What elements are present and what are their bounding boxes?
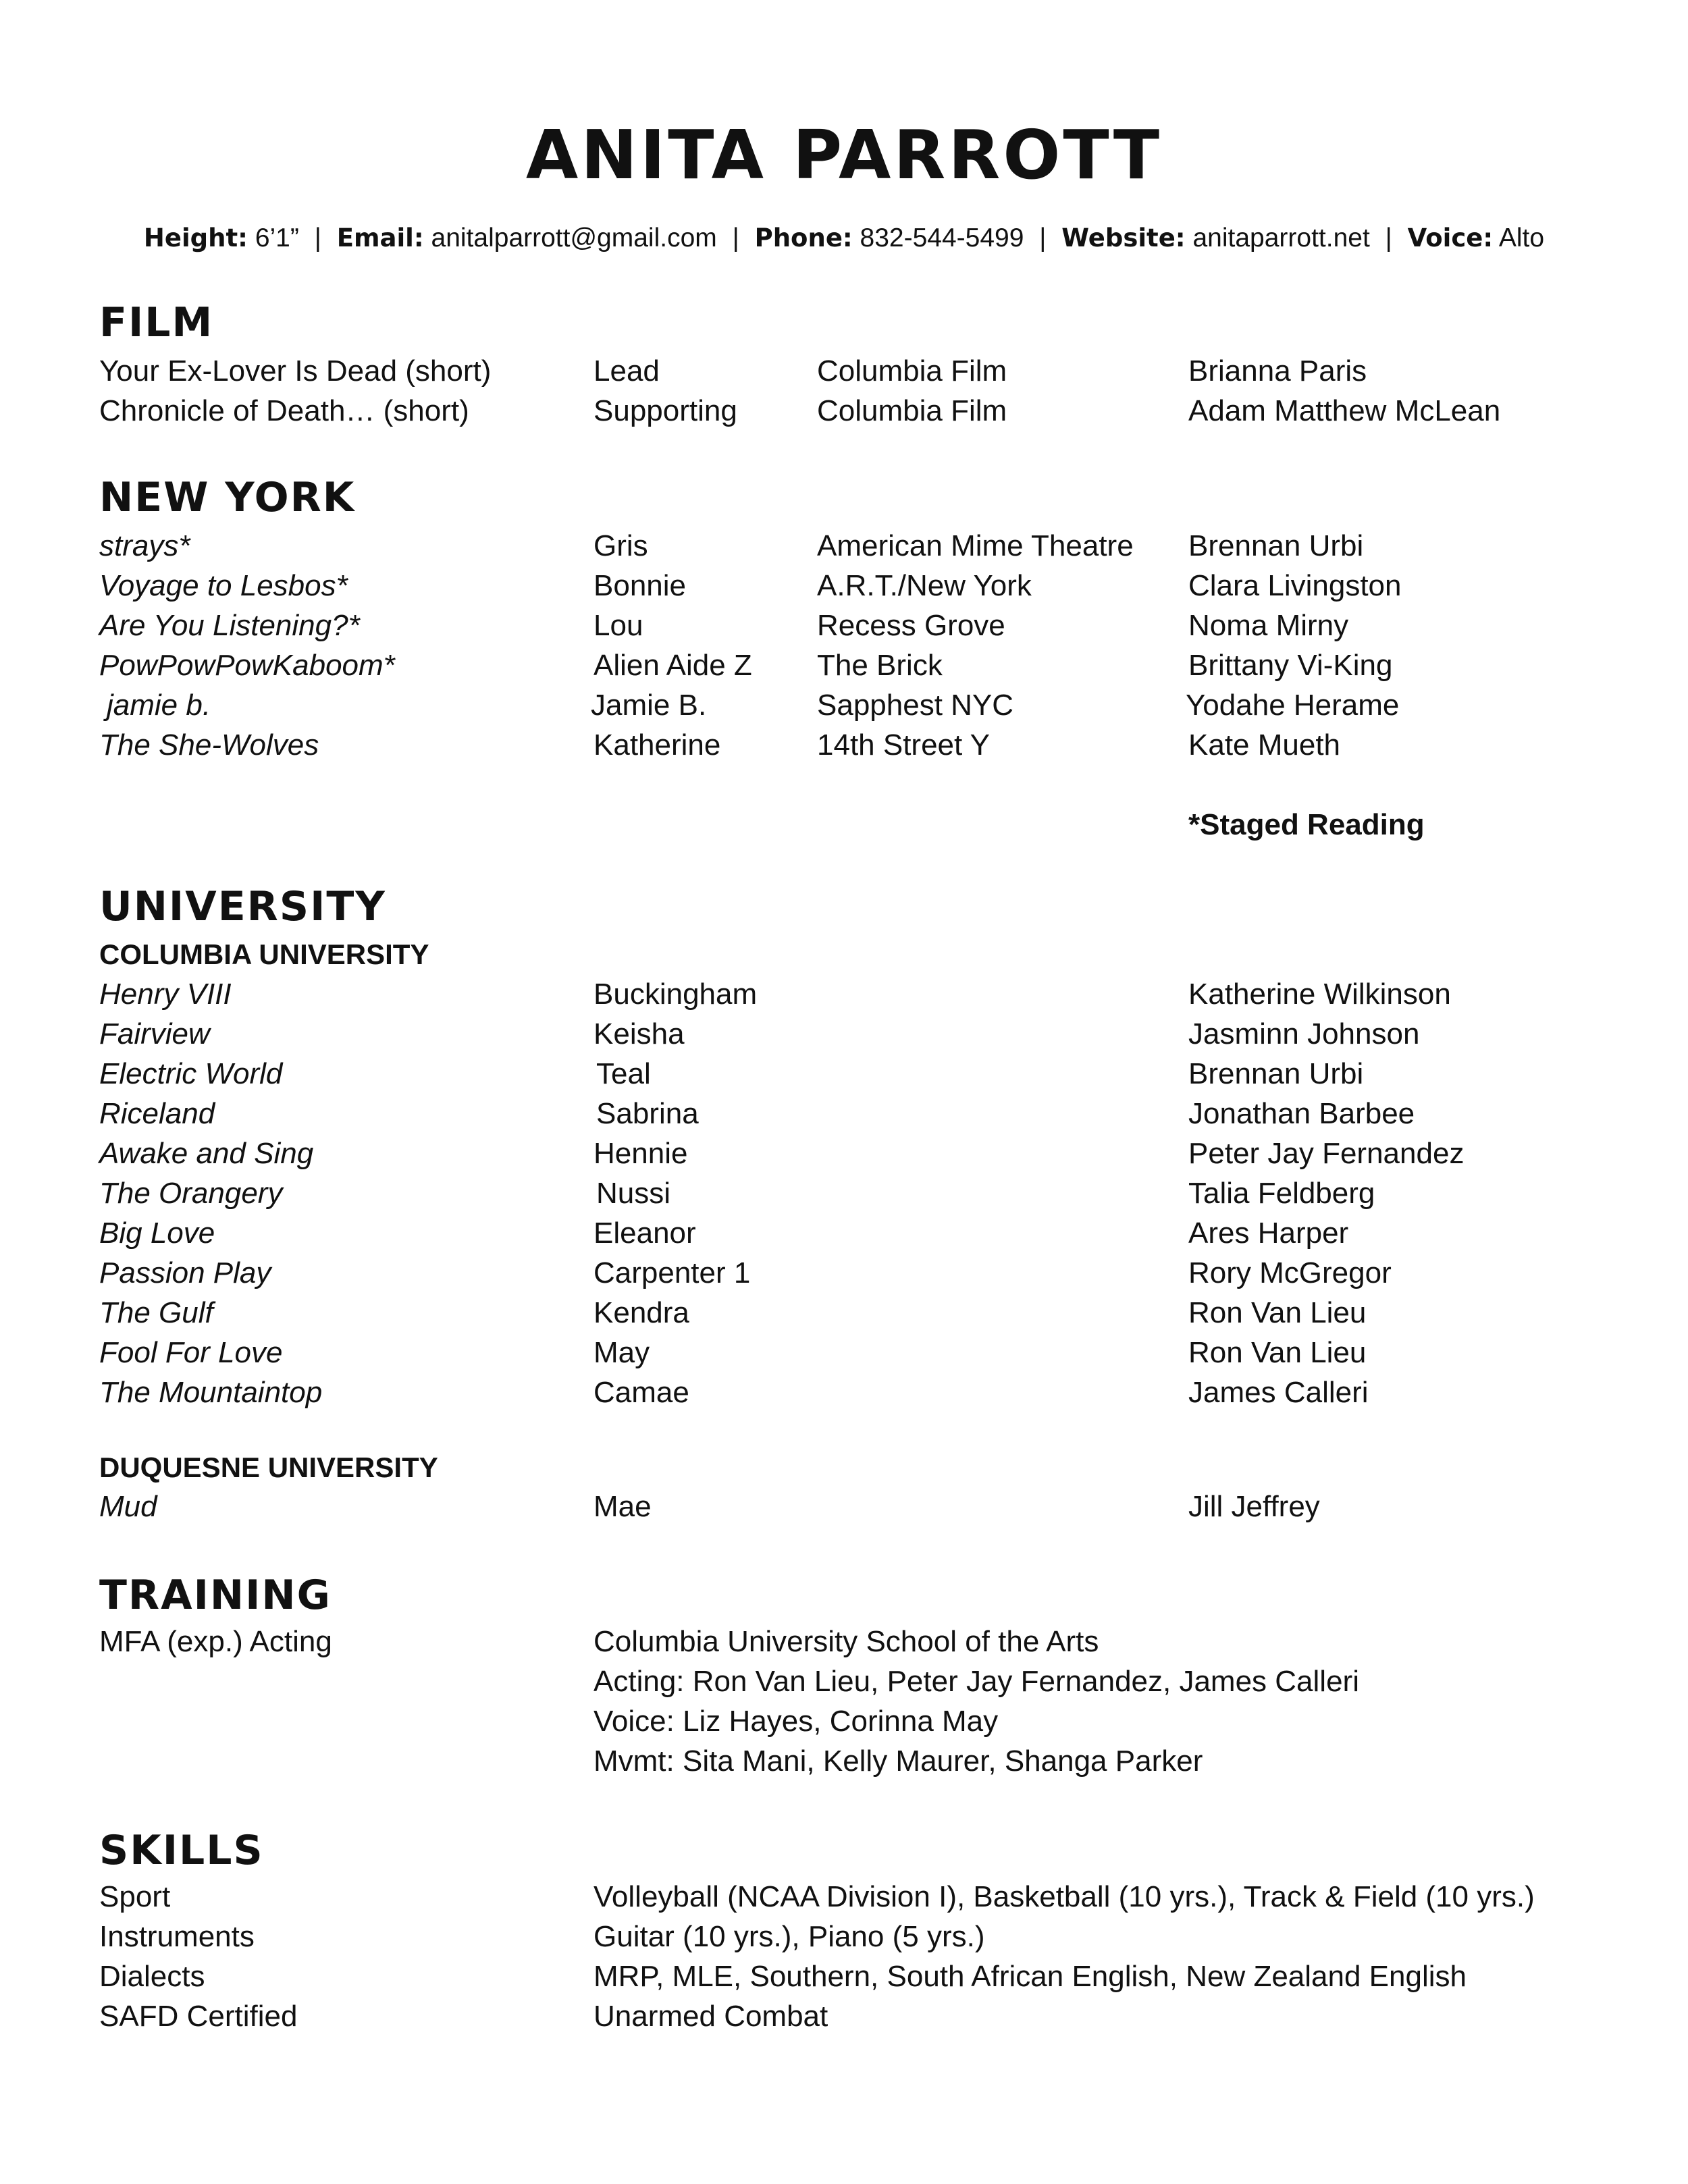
staged-reading-note: *Staged Reading [1188, 808, 1425, 841]
credit-title: Mud [99, 1490, 157, 1523]
credit-director: Peter Jay Fernandez [1188, 1137, 1465, 1170]
credit-company: Columbia Film [817, 354, 1007, 388]
credit-company: 14th Street Y [817, 728, 991, 762]
credit-director: Jill Jeffrey [1188, 1490, 1320, 1523]
training-line: Voice: Liz Hayes, Corinna May [594, 1705, 999, 1738]
credit-director: Jasminn Johnson [1188, 1017, 1420, 1050]
training-row [0, 1661, 1688, 1701]
credit-director: Yodahe Herame [1186, 689, 1400, 722]
credit-row [0, 1253, 1688, 1293]
credit-row [0, 1487, 1688, 1526]
credit-row [0, 1373, 1688, 1412]
skill-row [0, 1956, 1688, 1996]
separator: | [314, 223, 321, 252]
credit-role: Keisha [594, 1017, 685, 1050]
credit-row [0, 1293, 1688, 1333]
credit-role: Bonnie [594, 569, 687, 602]
credit-title: Fool For Love [99, 1336, 283, 1369]
credit-role: Jamie B. [591, 689, 707, 722]
separator: | [1385, 223, 1392, 252]
training-row [0, 1622, 1688, 1661]
credit-row [0, 1014, 1688, 1054]
credit-role: Eleanor [594, 1217, 696, 1250]
credit-row [0, 1213, 1688, 1253]
credit-title: Your Ex-Lover Is Dead (short) [99, 354, 492, 388]
credit-role: Mae [594, 1490, 652, 1523]
email-value[interactable]: anitalparrott@gmail.com [431, 223, 717, 252]
credit-title: Big Love [99, 1217, 215, 1250]
credit-role: Buckingham [594, 978, 758, 1011]
credit-director: Brianna Paris [1188, 354, 1367, 388]
credit-director: Rory McGregor [1188, 1256, 1392, 1289]
credit-director: Kate Mueth [1188, 728, 1341, 762]
credit-row [0, 391, 1688, 431]
credit-row [0, 645, 1688, 685]
credit-director: Jonathan Barbee [1188, 1097, 1415, 1130]
training-row [0, 1741, 1688, 1781]
credit-title: Awake and Sing [99, 1137, 314, 1170]
section-heading-skills: SKILLS [99, 1827, 264, 1874]
separator: | [732, 223, 739, 252]
credit-director: Talia Feldberg [1188, 1177, 1375, 1210]
credit-row [0, 974, 1688, 1014]
credit-row [0, 685, 1688, 725]
credit-title: jamie b. [107, 689, 211, 722]
credit-row [0, 606, 1688, 645]
skill-row [0, 1996, 1688, 2036]
credit-company: The Brick [817, 649, 943, 682]
credit-role: May [594, 1336, 650, 1369]
voice-label: Voice: [1407, 223, 1494, 252]
credit-company: Columbia Film [817, 394, 1007, 427]
skill-label: Sport [99, 1880, 171, 1913]
phone-value: 832-544-5499 [860, 223, 1024, 252]
credit-role: Lead [594, 354, 660, 388]
credit-title: The Mountaintop [99, 1376, 323, 1409]
credit-role: Nussi [596, 1177, 671, 1210]
credit-title: Henry VIII [99, 978, 232, 1011]
credit-title: Chronicle of Death… (short) [99, 394, 469, 427]
credit-director: Katherine Wilkinson [1188, 978, 1451, 1011]
section-heading-university: UNIVERSITY [99, 883, 386, 930]
skill-row [0, 1877, 1688, 1917]
credit-role: Alien Aide Z [594, 649, 752, 682]
credit-row [0, 526, 1688, 566]
credit-company: Recess Grove [817, 609, 1005, 642]
website-value[interactable]: anitaparrott.net [1192, 223, 1370, 252]
contact-info-line [0, 223, 1688, 255]
credit-row [0, 1333, 1688, 1373]
email-label: Email: [336, 223, 424, 252]
credit-title: The Orangery [99, 1177, 283, 1210]
credit-title: PowPowPowKaboom* [99, 649, 395, 682]
credit-title: Passion Play [99, 1256, 271, 1289]
section-heading-training: TRAINING [99, 1572, 332, 1619]
school-name-duquesne: DUQUESNE UNIVERSITY [99, 1451, 438, 1483]
skill-label: Dialects [99, 1960, 205, 1993]
credit-row [0, 1134, 1688, 1173]
training-line: Columbia University School of the Arts [594, 1625, 1099, 1658]
credit-title: Riceland [99, 1097, 215, 1130]
school-name-columbia: COLUMBIA UNIVERSITY [99, 938, 429, 970]
skill-value: Volleyball (NCAA Division I), Basketball (10 yrs.), Track & Field (10 yrs.) [594, 1880, 1535, 1913]
skill-label: SAFD Certified [99, 2000, 298, 2033]
credit-row [0, 725, 1688, 765]
skill-value: Guitar (10 yrs.), Piano (5 yrs.) [594, 1920, 985, 1953]
credit-director: James Calleri [1188, 1376, 1369, 1409]
credit-director: Noma Mirny [1188, 609, 1349, 642]
credit-role: Teal [596, 1057, 651, 1090]
credit-role: Carpenter 1 [594, 1256, 751, 1289]
skill-value: Unarmed Combat [594, 2000, 828, 2033]
skill-row [0, 1917, 1688, 1956]
credit-director: Adam Matthew McLean [1188, 394, 1501, 427]
credit-row [0, 351, 1688, 391]
credit-title: The She-Wolves [99, 728, 319, 762]
credit-row [0, 566, 1688, 606]
credit-title: strays* [99, 529, 190, 562]
website-label: Website: [1061, 223, 1186, 252]
voice-value: Alto [1498, 223, 1545, 252]
credit-director: Ron Van Lieu [1188, 1336, 1367, 1369]
skill-label: Instruments [99, 1920, 255, 1953]
separator: | [1039, 223, 1047, 252]
skill-value: MRP, MLE, Southern, South African English, New Zealand English [594, 1960, 1467, 1993]
credit-title: Are You Listening?* [99, 609, 360, 642]
credit-company: American Mime Theatre [817, 529, 1134, 562]
credit-role: Supporting [594, 394, 737, 427]
credit-row [0, 1094, 1688, 1134]
credit-role: Sabrina [596, 1097, 699, 1130]
credit-row [0, 1054, 1688, 1094]
training-row [0, 1701, 1688, 1741]
section-heading-new-york: NEW YORK [99, 474, 356, 521]
height-value: 6’1” [255, 223, 299, 252]
credit-director: Ron Van Lieu [1188, 1296, 1367, 1329]
credit-director: Clara Livingston [1188, 569, 1402, 602]
credit-director: Brennan Urbi [1188, 1057, 1364, 1090]
credit-role: Katherine [594, 728, 721, 762]
credit-title: The Gulf [99, 1296, 213, 1329]
credit-title: Fairview [99, 1017, 210, 1050]
credit-title: Voyage to Lesbos* [99, 569, 348, 602]
credit-director: Brittany Vi-King [1188, 649, 1393, 682]
section-heading-film: FILM [99, 299, 214, 346]
training-line: Acting: Ron Van Lieu, Peter Jay Fernandez, James Calleri [594, 1665, 1359, 1698]
credit-company: A.R.T./New York [817, 569, 1032, 602]
resume-name: ANITA PARROTT [525, 115, 1163, 194]
credit-role: Camae [594, 1376, 689, 1409]
credit-role: Lou [594, 609, 643, 642]
credit-company: Sapphest NYC [817, 689, 1014, 722]
credit-role: Gris [594, 529, 648, 562]
credit-director: Brennan Urbi [1188, 529, 1364, 562]
credit-director: Ares Harper [1188, 1217, 1349, 1250]
credit-role: Kendra [594, 1296, 689, 1329]
training-line: Mvmt: Sita Mani, Kelly Maurer, Shanga Parker [594, 1744, 1203, 1778]
credit-role: Hennie [594, 1137, 688, 1170]
phone-label: Phone: [754, 223, 853, 252]
credit-row [0, 1173, 1688, 1213]
training-label: MFA (exp.) Acting [99, 1625, 332, 1658]
height-label: Height: [143, 223, 248, 252]
credit-title: Electric World [99, 1057, 283, 1090]
